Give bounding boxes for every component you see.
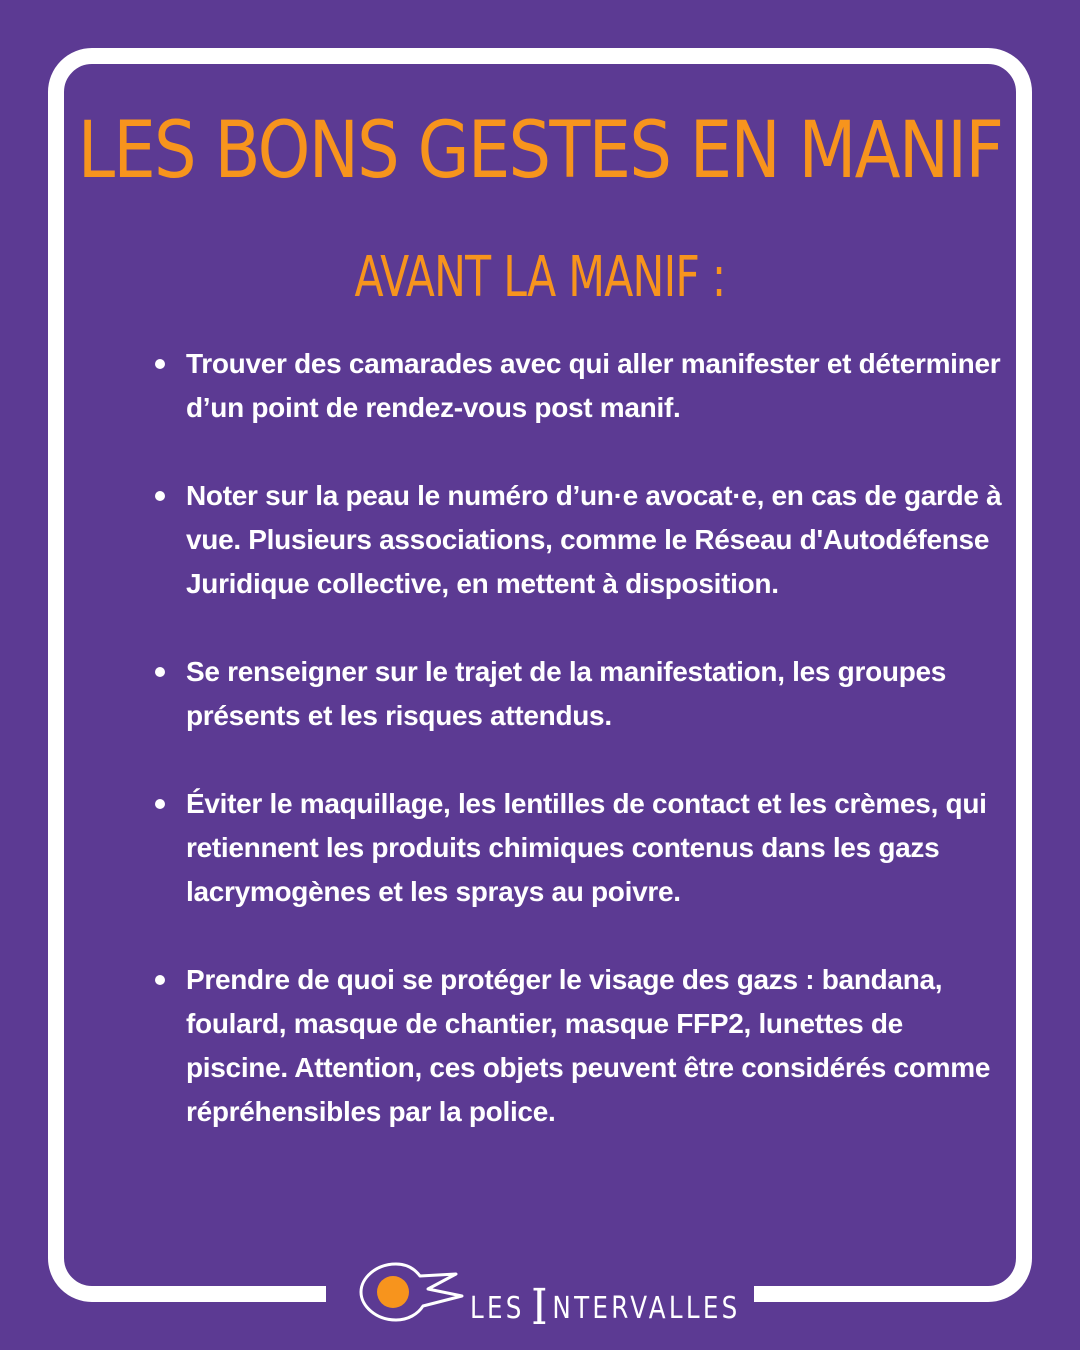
comet-logo-icon: [356, 1256, 466, 1328]
list-item: [160, 958, 1010, 1134]
page-title: LES BONS GESTES EN MANIF: [77, 106, 1003, 196]
brand-logo-text: [470, 1272, 741, 1336]
section-subtitle: AVANT LA MANIF :: [354, 245, 726, 310]
list-item: [160, 782, 1010, 914]
logo-word-intervalles: NTERVALLES: [552, 1291, 741, 1326]
list-item-text: Noter sur la peau le numéro d’un·e avocat·e, en cas de garde à vue. Plusieurs associations, comme le Réseau d'Autodéfense Juridique collective, en mettent à disposition.: [186, 480, 1002, 599]
brand-logo: [356, 1256, 741, 1336]
list-item-text: Trouver des camarades avec qui aller manifester et déterminer d’un point de rendez-vous post manif.: [186, 348, 1001, 423]
list-item: [160, 650, 1010, 738]
bullet-icon: [155, 491, 165, 501]
bullet-icon: [155, 667, 165, 677]
list-item: [160, 474, 1010, 606]
list-item: [160, 342, 1010, 430]
list-item-text: Prendre de quoi se protéger le visage des gazs : bandana, foulard, masque de chantier, masque FFP2, lunettes de piscine. Attention, ces objets peuvent être considérés comme répréhensibles par la police.: [186, 964, 991, 1127]
tips-list: [160, 342, 1010, 1178]
list-item-text: Éviter le maquillage, les lentilles de contact et les crèmes, qui retiennent les produits chimiques contenus dans les gazs lacrymogènes et les sprays au poivre.: [186, 788, 987, 907]
bullet-icon: [155, 799, 165, 809]
bullet-icon: [155, 975, 165, 985]
list-item-text: Se renseigner sur le trajet de la manifestation, les groupes présents et les risques attendus.: [186, 656, 947, 731]
logo-initial: I: [531, 1278, 551, 1336]
logo-word-les: LES: [470, 1291, 525, 1326]
bullet-icon: [155, 359, 165, 369]
